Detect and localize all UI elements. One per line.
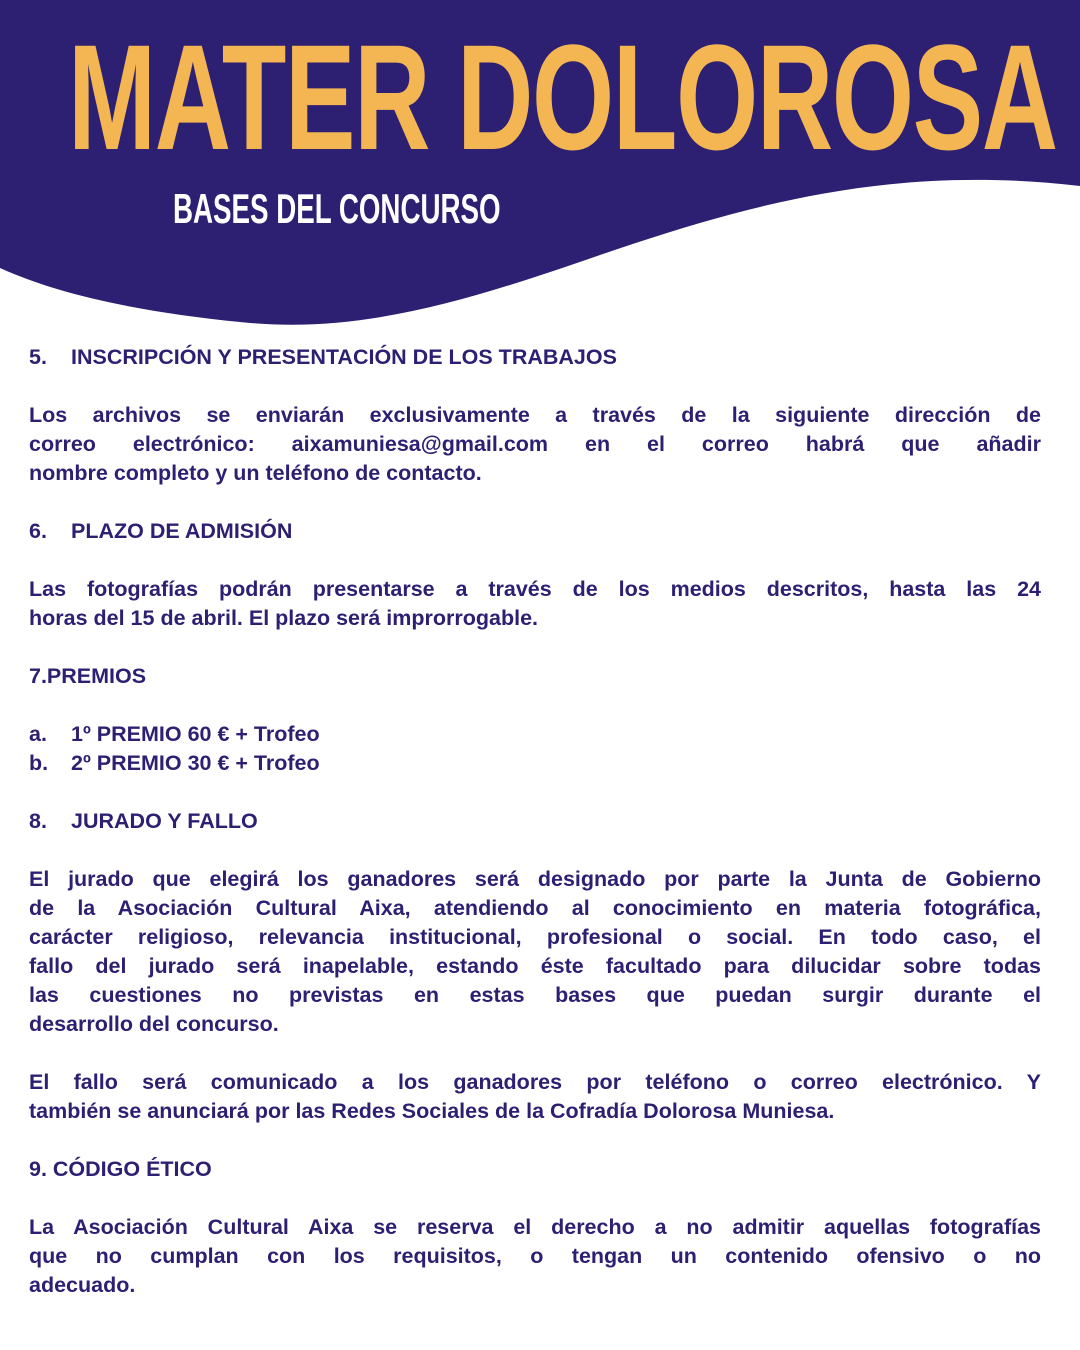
- section-8-paragraph: [29, 865, 1041, 1039]
- paragraph-line: que no cumplan con los requisitos, o tengan un contenido ofensivo o no: [29, 1244, 1041, 1268]
- section-6-paragraph: [29, 575, 1041, 633]
- section-heading-6: [29, 517, 1041, 546]
- rules-content: [29, 343, 1041, 1300]
- section-5-paragraph: [29, 401, 1041, 488]
- prize-text: 2º PREMIO 30 € + Trofeo: [71, 751, 320, 775]
- section-8-paragraph-2: [29, 1068, 1041, 1126]
- paragraph-line: fallo del jurado será inapelable, estando éste facultado para dilucidar sobre todas: [29, 954, 1041, 978]
- page-subtitle: BASES DEL CONCURSO: [173, 185, 501, 232]
- list-marker: b.: [29, 751, 49, 775]
- section-title: PLAZO DE ADMISIÓN: [71, 519, 293, 543]
- section-9-paragraph: [29, 1213, 1041, 1300]
- section-heading-9: 9. CÓDIGO ÉTICO: [29, 1157, 212, 1181]
- section-number: 8.: [29, 809, 47, 833]
- prize-item: [29, 749, 1041, 778]
- list-marker: a.: [29, 722, 47, 746]
- section-heading-5: [29, 343, 1041, 372]
- section-number: 5.: [29, 345, 47, 369]
- prize-text: 1º PREMIO 60 € + Trofeo: [71, 722, 320, 746]
- paragraph-line: desarrollo del concurso.: [29, 1012, 279, 1036]
- section-title: INSCRIPCIÓN Y PRESENTACIÓN DE LOS TRABAJOS: [71, 345, 617, 369]
- section-heading-8: [29, 807, 1041, 836]
- paragraph-line: las cuestiones no previstas en estas bases que puedan surgir durante el: [29, 983, 1041, 1007]
- paragraph-line: El jurado que elegirá los ganadores será designado por parte la Junta de Gobierno: [29, 867, 1041, 891]
- paragraph-line: Las fotografías podrán presentarse a través de los medios descritos, hasta las 24: [29, 577, 1041, 601]
- paragraph-line: La Asociación Cultural Aixa se reserva el derecho a no admitir aquellas fotografías: [29, 1215, 1041, 1239]
- paragraph-line: de la Asociación Cultural Aixa, atendiendo al conocimiento en materia fotográfica,: [29, 896, 1041, 920]
- prize-list: [29, 720, 1041, 778]
- paragraph-line: también se anunciará por las Redes Sociales de la Cofradía Dolorosa Muniesa.: [29, 1099, 835, 1123]
- paragraph-line: nombre completo y un teléfono de contacto.: [29, 461, 482, 485]
- section-heading-7: 7.PREMIOS: [29, 664, 147, 688]
- page-title: MATER DOLOROSA: [68, 13, 1057, 181]
- paragraph-line: El fallo será comunicado a los ganadores por teléfono o correo electrónico. Y: [29, 1070, 1041, 1094]
- prize-item: [29, 720, 1041, 749]
- paragraph-line: correo electrónico: aixamuniesa@gmail.com en el correo habrá que añadir: [29, 432, 1041, 456]
- paragraph-line: carácter religioso, relevancia institucional, profesional o social. En todo caso, el: [29, 925, 1041, 949]
- paragraph-line: adecuado.: [29, 1273, 136, 1297]
- paragraph-line: Los archivos se enviarán exclusivamente a través de la siguiente dirección de: [29, 403, 1041, 427]
- section-number: 6.: [29, 519, 47, 543]
- section-title: JURADO Y FALLO: [71, 809, 258, 833]
- paragraph-line: horas del 15 de abril. El plazo será improrrogable.: [29, 606, 538, 630]
